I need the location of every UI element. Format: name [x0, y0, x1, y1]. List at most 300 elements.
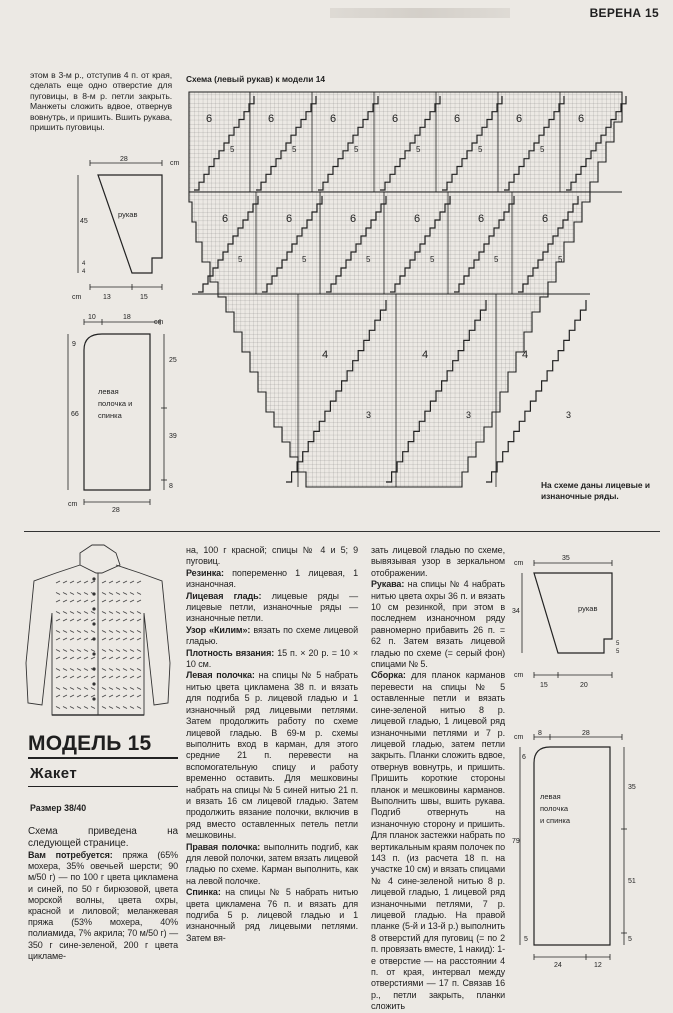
pattern-stroke: [56, 612, 60, 614]
pattern-stroke: [102, 593, 106, 595]
dim-bottom-a: 13: [103, 294, 111, 301]
motif-number: 6: [222, 213, 229, 225]
motif-number: 6: [392, 113, 399, 125]
cm-label: cm: [170, 160, 180, 167]
pattern-stroke: [77, 676, 81, 678]
pattern-stroke: [70, 676, 74, 678]
pattern-stroke: [123, 631, 127, 633]
text-column-2: [186, 545, 358, 944]
pattern-stroke: [77, 657, 81, 659]
assembly-label: Сборка:: [371, 670, 406, 681]
dim-right-c: 8: [169, 483, 173, 490]
sleeves-text: на спицы № 4 набрать нитью цвета охры 36 п. и вязать 10 см резинкой, при этом в последнем изнаночном ряду равномерно прибавить 26 п. = 62 п. Затем вязать лицевой гладью по схеме (= серый фон) спицами № 5.: [371, 579, 505, 670]
model-subtitle: Жакет: [30, 765, 78, 782]
pattern-stroke: [84, 619, 88, 621]
pattern-stroke: [77, 581, 81, 583]
dim-cuff-a: 5: [616, 641, 620, 647]
pattern-stroke: [91, 688, 95, 690]
button-dot: [92, 577, 95, 580]
pattern-stroke: [77, 631, 81, 633]
motif-number: 6: [268, 113, 275, 125]
right-front-paragraph: [186, 842, 358, 888]
pattern-stroke: [109, 619, 113, 621]
pattern-stroke: [116, 593, 120, 595]
pattern-stroke: [77, 612, 81, 614]
pattern-stroke: [84, 581, 88, 583]
sleeve-diagram-right: [512, 553, 662, 703]
right-front-label: Правая полочка:: [186, 841, 261, 852]
pattern-stroke: [91, 657, 95, 659]
jacket-buttons: [92, 577, 95, 700]
col3-p1: зать лицевой гладью по схеме, вывязывая узор в зеркальном отображении.: [371, 545, 505, 578]
dim-side: 45: [80, 218, 88, 225]
pattern-stroke: [109, 707, 113, 709]
pattern-stroke: [63, 695, 67, 697]
button-dot: [92, 607, 95, 610]
pattern-stroke: [109, 688, 113, 690]
section-divider: [24, 531, 660, 532]
pattern-stroke: [70, 631, 74, 633]
rib-text: попеременно 1 лицевая, 1 изнаночная.: [186, 567, 358, 590]
dim-top: 28: [120, 156, 128, 163]
button-dot: [92, 637, 95, 640]
pattern-stroke: [116, 669, 120, 671]
dim-bottom: 28: [112, 507, 120, 514]
assembly-paragraph: [371, 670, 505, 1012]
pattern-stroke: [56, 676, 60, 678]
materials-text: пряжа (65% мохера, 35% овечьей шерсти; 90 м/50 г) — по 100 г цвета цикламена и синей, по 50 г бирюзовой, цвета морской волны, цвета охры, красной и лиловой; меланжевая пряжа (53% мохера, 40% полиамида, 7% акрила; 70 м/50 г) — 350 г сине-зеленой, 200 г цвета цикламе-: [28, 850, 178, 961]
back-text: на спицы № 5 набрать нитью цвета цикламена 76 п. и вязать для подгиба 5 р. лицевой гладью и 1 изнаночный ряд лицевыми петлями. Затем вя-: [186, 887, 358, 943]
sleeve-label: рукав: [118, 210, 138, 219]
pattern-stroke: [56, 581, 60, 583]
pattern-stroke: [123, 707, 127, 709]
button-dot: [92, 682, 95, 685]
pattern-stroke: [91, 581, 95, 583]
pattern-stroke: [130, 707, 134, 709]
knitting-chart: [186, 82, 636, 507]
button-dot: [92, 652, 95, 655]
motif-number: 6: [286, 213, 293, 225]
pattern-stroke: [70, 593, 74, 595]
pattern-stroke: [137, 631, 141, 633]
motif-sub-number: 5: [540, 145, 545, 154]
front-diagram-top: [68, 312, 198, 517]
dim-cuff-a: 4: [82, 261, 86, 267]
pattern-stroke: [56, 669, 60, 671]
materials-paragraph: [28, 850, 178, 962]
dim-left-top: 9: [72, 341, 76, 348]
pattern-stroke: [109, 638, 113, 640]
magazine-title: ВЕРЕНА 15: [589, 6, 659, 20]
intro-text-block: этом в 3-м р., отступив 4 п. от края, сделать еще одно отверстие для пуговицы, в 8-м р. петли закрыть. Манжеты сложить вдвое, отвернув вовнутрь, и пришить. Вшить рукава, пришить пуговицы.: [30, 70, 172, 133]
rib-paragraph: [186, 568, 358, 591]
pattern-stroke: [63, 581, 67, 583]
pattern-stroke: [91, 695, 95, 697]
pattern-stroke: [130, 638, 134, 640]
pattern-stroke: [109, 650, 113, 652]
motif-sub-number: 5: [302, 255, 307, 264]
dim-bottom-b: 20: [580, 682, 588, 689]
text-column-3: [371, 545, 505, 1013]
size-text: Размер 38/40: [30, 803, 87, 813]
pattern-stroke: [137, 600, 141, 602]
pattern-stroke: [70, 669, 74, 671]
pattern-stroke: [84, 676, 88, 678]
motif-sub-number: 5: [416, 145, 421, 154]
pattern-stroke: [102, 619, 106, 621]
pattern-stroke: [77, 650, 81, 652]
dim-left-top: 6: [522, 754, 526, 761]
pattern-stroke: [116, 619, 120, 621]
pattern-stroke: [137, 669, 141, 671]
pattern-stroke: [116, 638, 120, 640]
pattern-stroke: [102, 688, 106, 690]
dim-top-b: 28: [582, 730, 590, 737]
motif-sub-number: 5: [558, 255, 563, 264]
dim-cuff-b: 4: [82, 269, 86, 275]
pattern-stroke: [63, 638, 67, 640]
pattern-stroke: [63, 657, 67, 659]
dim-left: 79: [512, 838, 520, 845]
pattern-stroke: [116, 695, 120, 697]
dim-right-c: 5: [628, 936, 632, 943]
stock-text: лицевые ряды — лицевые петли, изнаночные ряды — изнаночные петли.: [186, 590, 358, 624]
pattern-stroke: [91, 619, 95, 621]
col2-p1: на, 100 г красной; спицы № 4 и 5; 9 пуговиц.: [186, 545, 358, 567]
motif-sub-number: 5: [366, 255, 371, 264]
pattern-stroke: [84, 650, 88, 652]
materials-label: Вам потребуется:: [28, 850, 113, 860]
pattern-stroke: [102, 657, 106, 659]
dim-top: 35: [562, 555, 570, 562]
front-label-1: левая: [540, 792, 561, 801]
pattern-stroke: [102, 581, 106, 583]
pattern-stroke: [109, 593, 113, 595]
pattern-stroke: [102, 676, 106, 678]
pattern-stroke: [116, 707, 120, 709]
pattern-stroke: [137, 638, 141, 640]
dim-top-a: 10: [88, 314, 96, 321]
pattern-stroke: [70, 619, 74, 621]
kilim-paragraph: [186, 625, 358, 648]
pattern-stroke: [84, 657, 88, 659]
pattern-stroke: [63, 612, 67, 614]
pattern-stroke: [137, 707, 141, 709]
pattern-stroke: [130, 619, 134, 621]
motif-sub-number: 3: [466, 410, 472, 420]
pattern-stroke: [116, 581, 120, 583]
pattern-stroke: [116, 631, 120, 633]
sleeves-paragraph: [371, 579, 505, 670]
pattern-stroke: [137, 581, 141, 583]
motif-sub-number: 5: [494, 255, 499, 264]
dim-bottom-a: 24: [554, 962, 562, 969]
front-label-2: полочка и: [98, 399, 133, 408]
motif-sub-number: 5: [292, 145, 297, 154]
pattern-stroke: [84, 688, 88, 690]
pattern-stroke: [102, 600, 106, 602]
pattern-stroke: [109, 676, 113, 678]
kilim-text: вязать по схеме лицевой гладью.: [186, 624, 358, 647]
pattern-stroke: [77, 593, 81, 595]
pattern-stroke: [130, 688, 134, 690]
pattern-stroke: [84, 669, 88, 671]
pattern-stroke: [91, 631, 95, 633]
pattern-stroke: [102, 612, 106, 614]
front-label-3: и спинка: [540, 816, 571, 825]
motif-sub-number: 5: [430, 255, 435, 264]
pattern-stroke: [137, 650, 141, 652]
dim-bottom-b: 12: [594, 962, 602, 969]
pattern-stroke: [70, 657, 74, 659]
pattern-stroke: [123, 657, 127, 659]
pattern-stroke: [123, 600, 127, 602]
pattern-stroke: [109, 600, 113, 602]
dim-cuff-b: 5: [616, 649, 620, 655]
front-label-2: полочка: [540, 804, 569, 813]
pattern-stroke: [56, 657, 60, 659]
dim-right-a: 35: [628, 784, 636, 791]
dim-left: 66: [71, 411, 79, 418]
pattern-stroke: [70, 688, 74, 690]
pattern-stroke: [123, 650, 127, 652]
pattern-stroke: [130, 669, 134, 671]
motif-number: 6: [206, 113, 213, 125]
pattern-stroke: [130, 593, 134, 595]
pattern-stroke: [130, 612, 134, 614]
pattern-stroke: [70, 581, 74, 583]
pattern-stroke: [56, 695, 60, 697]
density-paragraph: [186, 648, 358, 671]
pattern-stroke: [116, 688, 120, 690]
motif-number: 6: [350, 213, 357, 225]
cm-label-bottom: cm: [72, 294, 82, 301]
motif-number: 6: [454, 113, 461, 125]
pattern-stroke: [137, 593, 141, 595]
pattern-stroke: [137, 619, 141, 621]
dim-right-b: 51: [628, 878, 636, 885]
cm-label-bottom: cm: [68, 501, 78, 508]
pattern-stroke: [63, 669, 67, 671]
cm-label: cm: [514, 560, 524, 567]
stock-paragraph: [186, 591, 358, 625]
motif-sub-number: 3: [566, 410, 572, 420]
pattern-stroke: [63, 619, 67, 621]
pattern-stroke: [109, 581, 113, 583]
pattern-stroke: [109, 631, 113, 633]
pattern-stroke: [63, 688, 67, 690]
pattern-stroke: [116, 650, 120, 652]
header-bar: [0, 0, 673, 28]
pattern-stroke: [84, 695, 88, 697]
pattern-stroke: [109, 657, 113, 659]
cm-label: cm: [154, 319, 164, 326]
title-rule: [28, 757, 178, 759]
pattern-stroke: [56, 631, 60, 633]
pattern-stroke: [102, 707, 106, 709]
pattern-stroke: [56, 707, 60, 709]
pattern-stroke: [123, 619, 127, 621]
pattern-stroke: [70, 695, 74, 697]
assembly-text: для планок карманов перевести на спицы № 5 оставленные петли и вязать сине-зеленой нитью 8 р. лицевой гладью, 1 лицевой ряд изнаночными петлями и 7 р. лицевой гладью, затем петли закрыть. Планки сложить вдвое, отвернув вовнутрь, и пришить. Пришить короткие стороны планок и мешковины карманов. Выполнить швы, вшить рукава. Подгиб отвернуть на изнаночную сторону и пришить. Для планок застежки набрать по вертикальным краям полочек по 143 п. (из расчета 18 п. на участке 10 см) и вязать спицами № 4 сине-зеленой нитью 8 р. лицевой гладью, 1 лицевой ряд изнаночными петлями, 7 р. лицевой гладью. На правой планке (5-й и 13-й р.) выполнить 8 отверстий для пуговиц (= по 2 п. провязать вместе, 1 накид): 1-е отверстие — на расстоянии 4 п. от края, интервал между отверстиями — 17 п. Связав 16 р., петли закрыть, планки сложить: [371, 670, 505, 1012]
pattern-stroke: [77, 707, 81, 709]
pattern-stroke: [70, 638, 74, 640]
density-label: Плотность вязания:: [186, 647, 275, 658]
pattern-stroke: [137, 676, 141, 678]
dim-top-a: 8: [538, 730, 542, 737]
pattern-stroke: [84, 707, 88, 709]
pattern-stroke: [130, 657, 134, 659]
pattern-stroke: [102, 631, 106, 633]
pattern-stroke: [84, 593, 88, 595]
pattern-stroke: [116, 657, 120, 659]
left-front-paragraph: [186, 670, 358, 841]
density-text: 15 п. × 20 р. = 10 × 10 см.: [186, 647, 359, 670]
pattern-stroke: [77, 695, 81, 697]
dim-bottom-b: 15: [140, 294, 148, 301]
pattern-stroke: [91, 650, 95, 652]
pattern-stroke: [77, 669, 81, 671]
motif-number: 6: [330, 113, 337, 125]
back-label: Спинка:: [186, 887, 221, 898]
motif-number: 6: [578, 113, 585, 125]
pattern-stroke: [130, 581, 134, 583]
pattern-stroke: [77, 600, 81, 602]
front-label-1: левая: [98, 387, 119, 396]
front-diagram-right: [512, 730, 662, 969]
button-dot: [92, 592, 95, 595]
pattern-stroke: [91, 707, 95, 709]
motif-number: 6: [542, 213, 549, 225]
motif-sub-number: 3: [366, 410, 372, 420]
pattern-stroke: [123, 688, 127, 690]
pattern-stroke: [137, 657, 141, 659]
pattern-stroke: [77, 688, 81, 690]
button-dot: [92, 667, 95, 670]
pattern-stroke: [63, 650, 67, 652]
jacket-pattern: [56, 581, 141, 709]
pattern-stroke: [91, 612, 95, 614]
pattern-stroke: [123, 581, 127, 583]
pattern-stroke: [130, 676, 134, 678]
pattern-stroke: [116, 600, 120, 602]
dim-bottom-a: 15: [540, 682, 548, 689]
pattern-stroke: [102, 695, 106, 697]
motif-number: 4: [422, 349, 429, 361]
button-dot: [92, 622, 95, 625]
pattern-stroke: [116, 612, 120, 614]
pattern-stroke: [123, 638, 127, 640]
stock-label: Лицевая гладь:: [186, 590, 262, 601]
intro-paragraph: Схема приведена на следующей странице.: [28, 826, 178, 849]
header-decor: [330, 8, 510, 18]
pattern-stroke: [70, 707, 74, 709]
cm-label-bottom: cm: [514, 672, 524, 679]
model-title: МОДЕЛЬ 15: [28, 732, 152, 755]
sleeves-label: Рукава:: [371, 579, 405, 590]
pattern-stroke: [109, 612, 113, 614]
left-front-text: на спицы № 5 набрать нитью цвета цикламена 38 п. и вязать для подгиба 5 р. лицевой гладью и 1 изнаночный ряд лицевыми петлями. Затем продолжить работу по схеме лицевой гладью. В 69-м р. схемы выполнить вход в карман, для этого средние 21 п. перевести на вспомогательную спицу и работу временно оставить. Для мешковины набрать на спицы № 5 синей нитью 21 п. и вязать 16 см лицевой гладью. Затем продолжить вязание полочки, включив в ряд вместо оставленных петель петли мешковины.: [186, 670, 359, 841]
pattern-stroke: [84, 638, 88, 640]
motif-number: 6: [516, 113, 523, 125]
pattern-stroke: [56, 619, 60, 621]
pattern-stroke: [130, 631, 134, 633]
pattern-stroke: [84, 631, 88, 633]
motif-sub-number: 5: [238, 255, 243, 264]
pattern-stroke: [70, 650, 74, 652]
pattern-stroke: [63, 593, 67, 595]
button-dot: [92, 697, 95, 700]
pattern-stroke: [102, 650, 106, 652]
pattern-stroke: [137, 695, 141, 697]
pattern-stroke: [137, 612, 141, 614]
pattern-stroke: [91, 676, 95, 678]
kilim-label: Узор «Килим»:: [186, 624, 251, 635]
pattern-stroke: [77, 619, 81, 621]
front-label-3: спинка: [98, 411, 122, 420]
pattern-stroke: [84, 600, 88, 602]
dim-top-b: 18: [123, 314, 131, 321]
motif-number: 6: [478, 213, 485, 225]
pattern-stroke: [116, 676, 120, 678]
dim-left-c: 5: [524, 936, 528, 943]
scheme-caption: Схема (левый рукав) к модели 14: [186, 74, 326, 84]
pattern-stroke: [130, 650, 134, 652]
dim-right-a: 25: [169, 357, 177, 364]
pattern-stroke: [102, 638, 106, 640]
chart-note: На схеме даны лицевые и изнаночные ряды.: [541, 480, 650, 501]
rib-label: Резинка:: [186, 567, 224, 578]
pattern-stroke: [70, 600, 74, 602]
pattern-stroke: [123, 676, 127, 678]
subtitle-rule: [28, 786, 178, 787]
pattern-stroke: [56, 593, 60, 595]
cm-label: cm: [514, 734, 524, 741]
dim-right-b: 39: [169, 433, 177, 440]
pattern-stroke: [130, 695, 134, 697]
pattern-stroke: [63, 631, 67, 633]
pattern-stroke: [56, 688, 60, 690]
sleeve-label: рукав: [578, 604, 598, 613]
text-column-1: [28, 826, 178, 962]
back-paragraph: [186, 887, 358, 944]
pattern-stroke: [137, 688, 141, 690]
pattern-stroke: [84, 612, 88, 614]
motif-number: 6: [414, 213, 421, 225]
motif-sub-number: 5: [478, 145, 483, 154]
sleeve-diagram-top: [70, 155, 190, 305]
motif-number: 4: [322, 349, 329, 361]
pattern-stroke: [56, 650, 60, 652]
pattern-stroke: [123, 593, 127, 595]
dim-side: 34: [512, 608, 520, 615]
jacket-illustration: [20, 543, 180, 723]
pattern-stroke: [63, 600, 67, 602]
pattern-stroke: [123, 695, 127, 697]
pattern-stroke: [91, 600, 95, 602]
pattern-stroke: [63, 676, 67, 678]
pattern-stroke: [102, 669, 106, 671]
motif-sub-number: 5: [354, 145, 359, 154]
pattern-stroke: [56, 638, 60, 640]
left-front-label: Левая полочка:: [186, 670, 255, 681]
pattern-stroke: [109, 695, 113, 697]
motif-number: 4: [522, 349, 529, 361]
pattern-stroke: [130, 600, 134, 602]
pattern-stroke: [63, 707, 67, 709]
right-front-text: выполнить подгиб, как для левой полочки, затем вязать лицевой гладью по схеме. Карман выполнить, как на левой полочке.: [186, 841, 358, 886]
pattern-stroke: [123, 669, 127, 671]
